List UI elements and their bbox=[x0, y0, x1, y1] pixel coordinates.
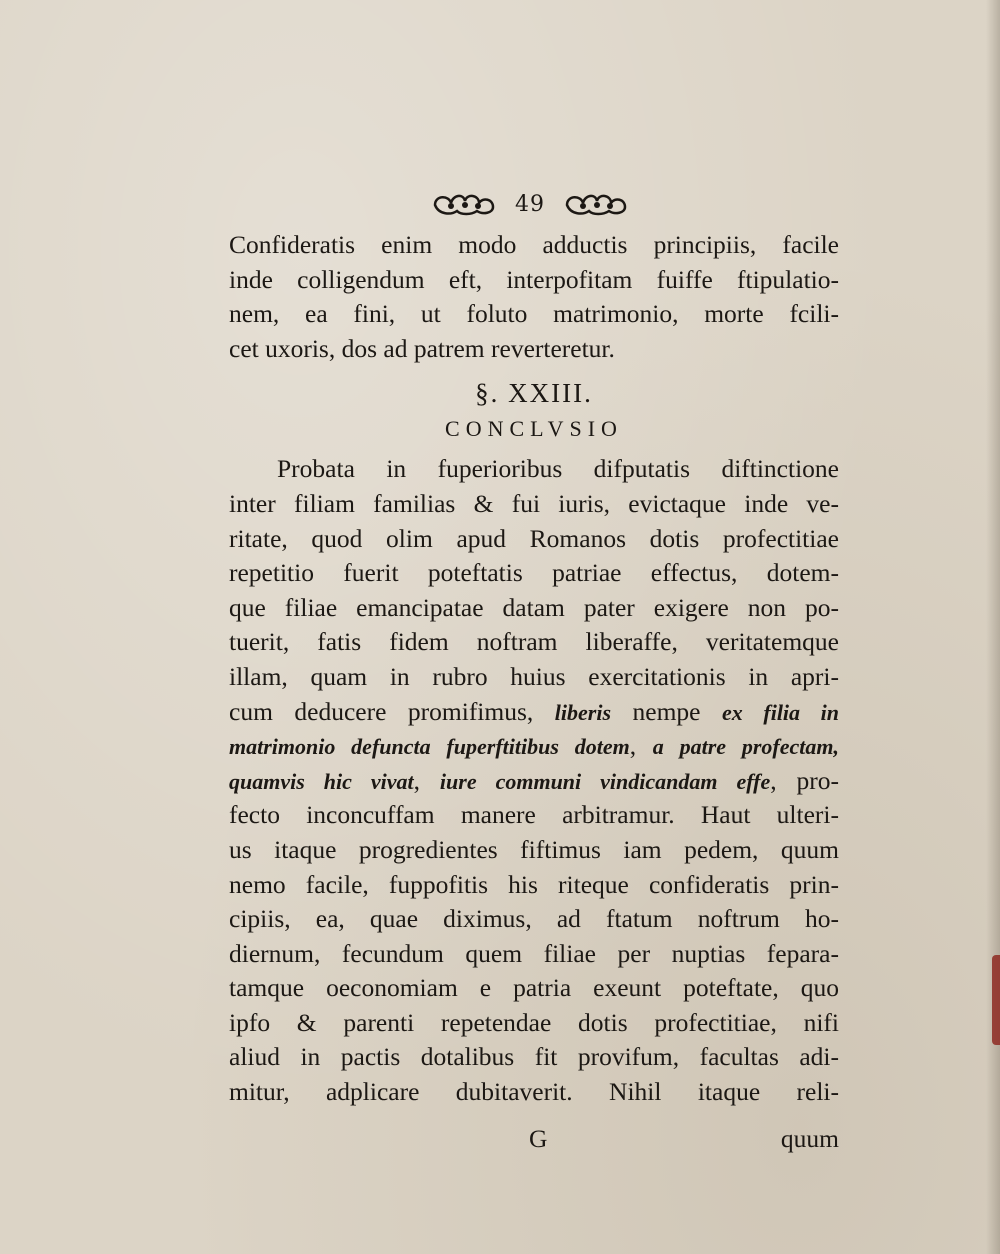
text-line bbox=[229, 764, 839, 799]
text-line: repetitio fuerit poteftatis patriae effectus, dotem- bbox=[229, 558, 839, 588]
italic-run: ex filia in bbox=[722, 699, 840, 725]
section-number: §. XXIII. bbox=[475, 378, 593, 409]
italic-run: liberis bbox=[554, 699, 612, 725]
text-line: cet uxoris, dos ad patrem reverteretur. bbox=[229, 333, 615, 363]
italic-run: matrimonio defuncta fuperftitibus dotem bbox=[229, 734, 630, 760]
text-line: tuerit, fatis fidem noftram liberaffe, veritatemque bbox=[229, 627, 839, 657]
signature-mark: G bbox=[529, 1124, 548, 1153]
text-line: ritate, quod olim apud Romanos dotis profectitiae bbox=[229, 523, 839, 553]
text-run: cum deducere promifimus, bbox=[229, 696, 534, 726]
text-line: aliud in pactis dotalibus fit provifum, facultas adi- bbox=[229, 1042, 839, 1072]
red-bookmark-mark bbox=[992, 955, 1000, 1045]
text-line: inde colligendum eft, interpofitam fuiffe ftipulatio- bbox=[229, 264, 839, 294]
text-line: us itaque progredientes fiftimus iam pedem, quum bbox=[229, 834, 839, 864]
text-run: , bbox=[629, 731, 637, 761]
text-line: tamque oeconomiam e patria exeunt poteftate, quo bbox=[229, 973, 839, 1003]
text-line: inter filiam familias & fui iuris, evictaque inde ve- bbox=[229, 488, 839, 518]
text-line: nemo facile, fuppofitis his riteque confideratis prin- bbox=[229, 869, 839, 899]
page-number: 49 bbox=[515, 191, 545, 217]
text-line: Probata in fuperioribus difputatis diftinctione bbox=[277, 454, 839, 484]
text-line: nem, ea fini, ut foluto matrimonio, morte fcili- bbox=[229, 299, 839, 329]
text-line: mitur, adplicare dubitaverit. Nihil itaque reli- bbox=[229, 1077, 839, 1107]
text-line: diernum, fecundum quem filiae per nuptias fepara- bbox=[229, 938, 839, 968]
text-line: ipfo & parenti repetendae dotis profectitiae, nifi bbox=[229, 1007, 839, 1037]
italic-run: quamvis hic vivat bbox=[229, 768, 414, 794]
text-run: nempe bbox=[632, 696, 701, 726]
body-text bbox=[229, 228, 839, 1110]
ornament-right-icon bbox=[563, 191, 629, 217]
text-line bbox=[229, 695, 839, 730]
text-run: , pro- bbox=[770, 765, 840, 795]
section-title: CONCLVSIO bbox=[445, 416, 623, 442]
text-line: Confideratis enim modo adductis principiis, facile bbox=[229, 230, 839, 259]
text-run: , bbox=[413, 765, 421, 795]
page-header bbox=[420, 184, 640, 224]
text-line: cipiis, ea, quae diximus, ad ftatum noftrum ho- bbox=[229, 904, 839, 934]
text-line: fecto inconcuffam manere arbitramur. Haut ulteri- bbox=[229, 800, 839, 830]
page-footer bbox=[229, 1124, 839, 1160]
ornament-left-icon bbox=[431, 191, 497, 217]
catchword: quum bbox=[780, 1124, 839, 1153]
italic-run: a patre profectam, bbox=[652, 734, 839, 760]
italic-run: iure communi vindicandam effe bbox=[439, 768, 771, 794]
text-line: illam, quam in rubro huius exercitationis in apri- bbox=[229, 661, 839, 691]
text-line bbox=[229, 729, 839, 764]
text-line: que filiae emancipatae datam pater exigere non po- bbox=[229, 592, 839, 622]
page-edge-shadow bbox=[986, 0, 1000, 1254]
